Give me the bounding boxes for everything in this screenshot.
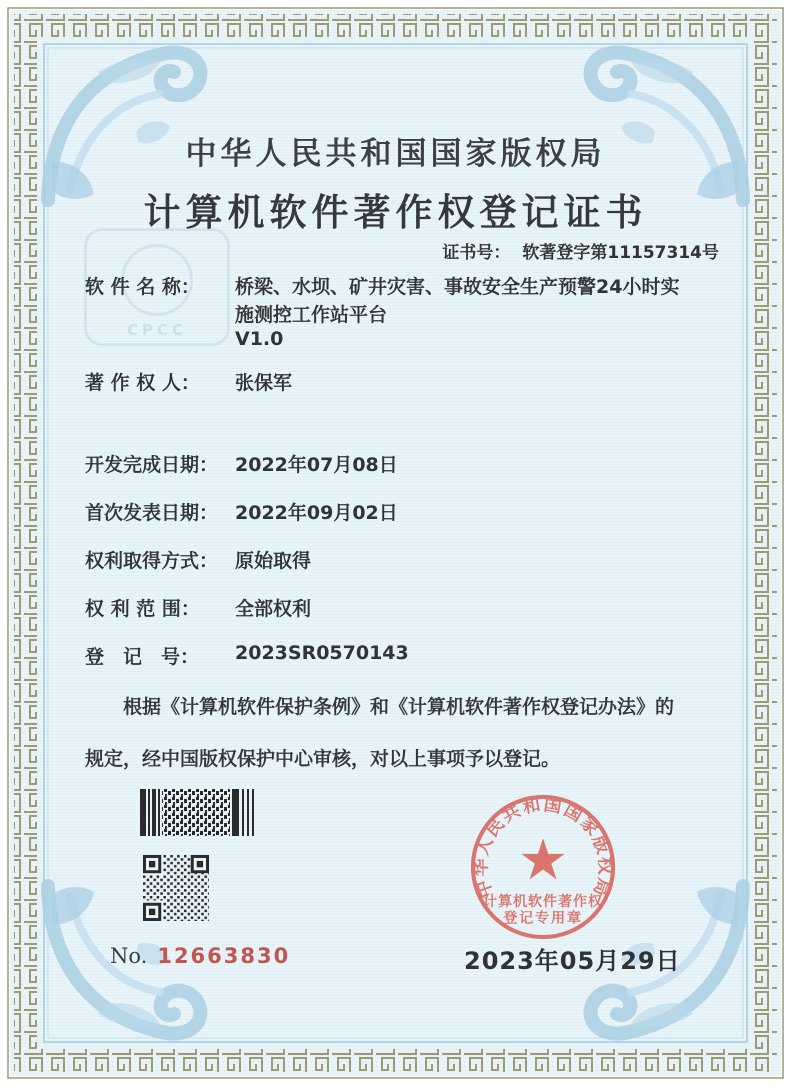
- publish-date-value: 2022年09月02日: [235, 502, 398, 524]
- issue-date: 2023年05月29日: [464, 947, 681, 975]
- statement-line2: 规定，经中国版权保护中心审核，对以上事项予以登记。: [85, 748, 561, 770]
- certificate-number-row: [442, 238, 719, 263]
- rights-scope-value: 全部权利: [235, 598, 312, 620]
- seal-ring-text: 中华人民共和国国家版权局: [471, 794, 615, 901]
- registration-number-value: 2023SR0570143: [235, 642, 409, 664]
- serial-prefix: No.: [110, 944, 148, 968]
- acquire-method-value: 原始取得: [235, 550, 312, 572]
- seal-text-line1: 计算机软件著作权: [482, 894, 604, 911]
- software-name-line2: 施测控工作站平台: [235, 304, 388, 326]
- publish-date-label: 首次发表日期：: [85, 502, 219, 524]
- serial-number-row: [110, 944, 290, 968]
- qr-code: [143, 855, 209, 921]
- software-name-line1: 桥梁、水坝、矿井灾害、事故安全生产预警24小时实: [235, 276, 680, 298]
- qr-finder-bottom-left: [143, 903, 161, 921]
- seal-text-line2: 登记专用章: [503, 910, 583, 927]
- rights-scope-label: 权 利 范 围：: [85, 598, 200, 620]
- barcode-2d: [140, 789, 262, 836]
- registration-number-label: 登 记 号：: [85, 646, 200, 668]
- author-value: 张保军: [235, 372, 293, 394]
- dev-date-value: 2022年07月08日: [235, 454, 398, 476]
- serial-number: 12663830: [157, 944, 291, 968]
- cpcc-watermark-text: CPCC: [126, 321, 188, 339]
- certificate-title: 计算机软件著作权登记证书: [143, 191, 648, 234]
- qr-finder-top-right: [191, 855, 209, 873]
- certificate-number-label: 证书号：: [442, 243, 511, 263]
- statement-line1: 根据《计算机软件保护条例》和《计算机软件著作权登记办法》的: [123, 696, 675, 718]
- software-name-version: V1.0: [235, 328, 284, 350]
- qr-finder-top-left: [143, 855, 161, 873]
- author-label: 著 作 权 人：: [85, 372, 200, 394]
- official-seal: [452, 776, 634, 958]
- dev-date-label: 开发完成日期：: [85, 454, 219, 476]
- acquire-method-label: 权利取得方式：: [85, 550, 219, 572]
- authority-title: 中华人民共和国国家版权局: [185, 136, 606, 172]
- software-name-label: 软 件 名 称：: [85, 276, 200, 298]
- seal-star-icon: ★: [517, 827, 569, 893]
- certificate-number-value: 软著登字第11157314号: [522, 243, 719, 263]
